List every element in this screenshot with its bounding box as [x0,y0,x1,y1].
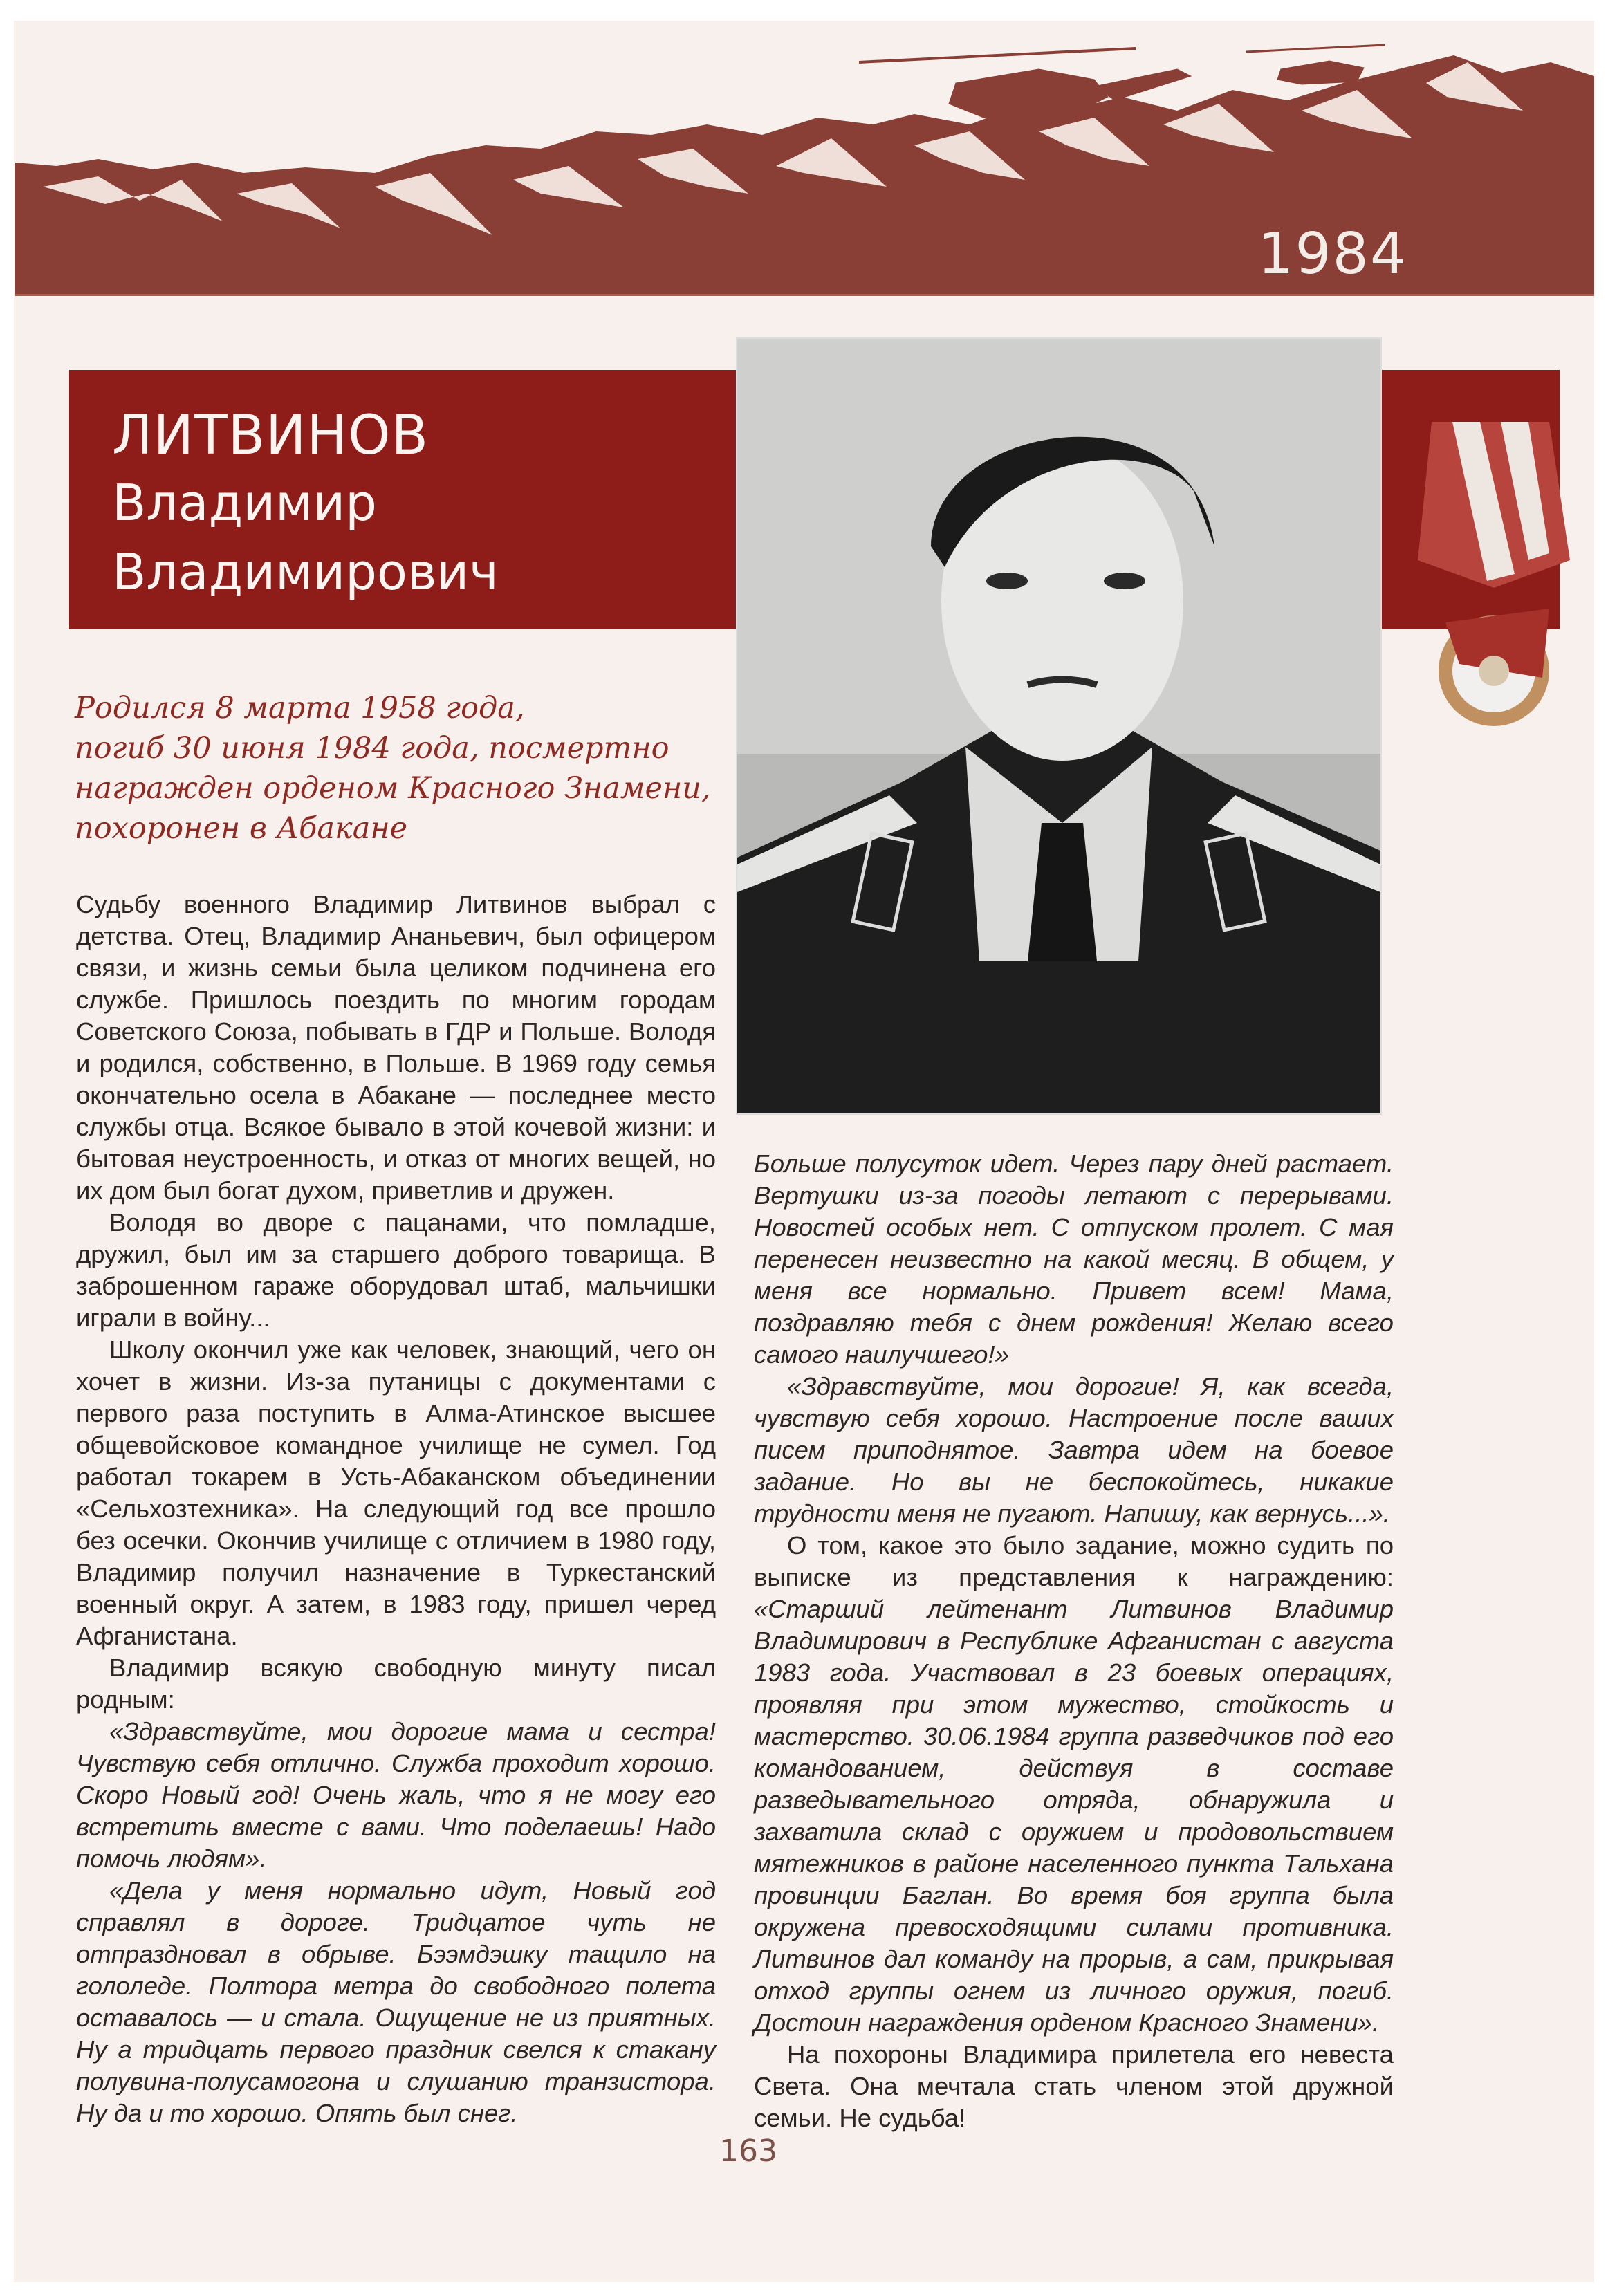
portrait-photo [737,339,1380,1113]
summary-line: награжден орденом Красного Знамени, [75,771,711,806]
life-summary [75,688,739,849]
paragraph: Володя во дворе с пацанами, что помладше, дружил, был им за старшего доброго товарища. В заброшенном гараже оборудовал штаб, мальчишки играли в войну... [76,1208,716,1332]
paragraph: Судьбу военного Владимир Литвинов выбрал с детства. Отец, Владимир Ананьевич, был офицером связи, и жизнь семьи была целиком подчинена его службе. Пришлось поездить по многим городам Советского Союза, побывать в ГДР и Польше. Володя и родился, собственно, в Польше. В 1969 году семья окончательно осела в Абакане — последнее место службы отца. Всякое бывало в этой кочевой жизни: и бытовая неустроенность, и отказ от многих вещей, но их дом был богат духом, приветлив и дружен. [76,890,716,1205]
award-intro: О том, какое это было задание, можно судить по выписке из представления к награждению: [754,1531,1394,1591]
article-column-left [76,889,716,2129]
article-column-right [754,1148,1394,2134]
summary-line: похоронен в Абакане [75,811,408,846]
letter-quote: «Здравствуйте, мои дорогие! Я, как всегда, чувствую себя хорошо. Настроение после ваших писем приподнятое. Завтра идем на боевое задание. Но вы не беспокойтесь, никакие трудности меня не пугают. Напишу, как вернусь...». [754,1372,1394,1528]
patronymic: Владимирович [112,543,499,601]
paragraph: Владимир всякую свободную минуту писал родным: [76,1654,716,1714]
letter-quote: «Здравствуйте, мои дорогие мама и сестра! Чувствую себя отлично. Служба проходит хорошо. Скоро Новый год! Очень жаль, что я не могу его встретить вместе с вами. Что поделаешь! Надо помочь людям». [76,1717,716,1873]
letter-quote: «Дела у меня нормально идут, Новый год справлял в дороге. Тридцатое чуть не отпраздновал в обрыве. Бээмдэшку тащило на гололеде. Полтора метра до свободного полета оставалось — и стала. Ощущение не из приятных. Ну а тридцать первого праздник свелся к стакану полувина-полусамогона и слушанию транзистора. Ну да и то хорошо. Опять был снег. [76,1876,716,2127]
summary-line: погиб 30 июня 1984 года, посмертно [75,731,669,766]
first-name: Владимир [112,474,377,532]
page-number: 163 [719,2133,777,2169]
header-banner [15,21,1594,294]
award-excerpt-paragraph [754,1530,1394,2039]
letter-quote: Больше полусуток идет. Через пару дней растает. Вертушки из-за погоды летают с перерывами. Новостей особых нет. С отпуском пролет. С мая перенесен неизвестно на какой месяц. В общем, у меня все нормально. Привет всем! Мама, поздравляю тебя с днем рождения! Желаю всего самого наилучшего!» [754,1149,1394,1369]
name-header [69,370,761,629]
order-of-red-banner-medal [1411,401,1577,733]
paragraph: На похороны Владимира прилетела его невеста Света. Она мечтала стать членом этой дружной семьи. Не судьба! [754,2040,1394,2132]
award-citation: «Старший лейтенант Литвинов Владимир Владимирович в Республике Афганистан с августа 1983 года. Участвовал в 23 боевых операциях, проявляя при этом мужество, стойкость и мастерство. 30.06.1984 группа разведчиков под его командованием, действуя в составе разведывательного отряда, обнаружила и захватила склад с оружием и продовольствием мятежников в районе населенного пункта Тальхана провинции Баглан. Во время боя группа была окружена превосходящими силами противника. Литвинов дал команду на прорыв, а сам, прикрывая отход группы огнем из личного оружия, погиб. Достоин награждения орденом Красного Знамени». [754,1595,1394,2037]
paragraph: Школу окончил уже как человек, знающий, чего он хочет в жизни. Из-за путаницы с документами с первого раза поступить в Алма-Атинское высшее общевойсковое командное училище не сумел. Год работал токарем в Усть-Абаканском объединении «Сельхозтехника». На следующий год все прошло без осечки. Окончив училище с отличием в 1980 году, Владимир получил назначение в Туркестанский военный округ. А затем, в 1983 году, пришел черед Афганистана. [76,1335,716,1650]
year-label: 1984 [1257,221,1407,287]
summary-line: Родился 8 марта 1958 года, [75,691,525,725]
surname: ЛИТВИНОВ [112,405,429,467]
banner-divider [15,294,1594,296]
